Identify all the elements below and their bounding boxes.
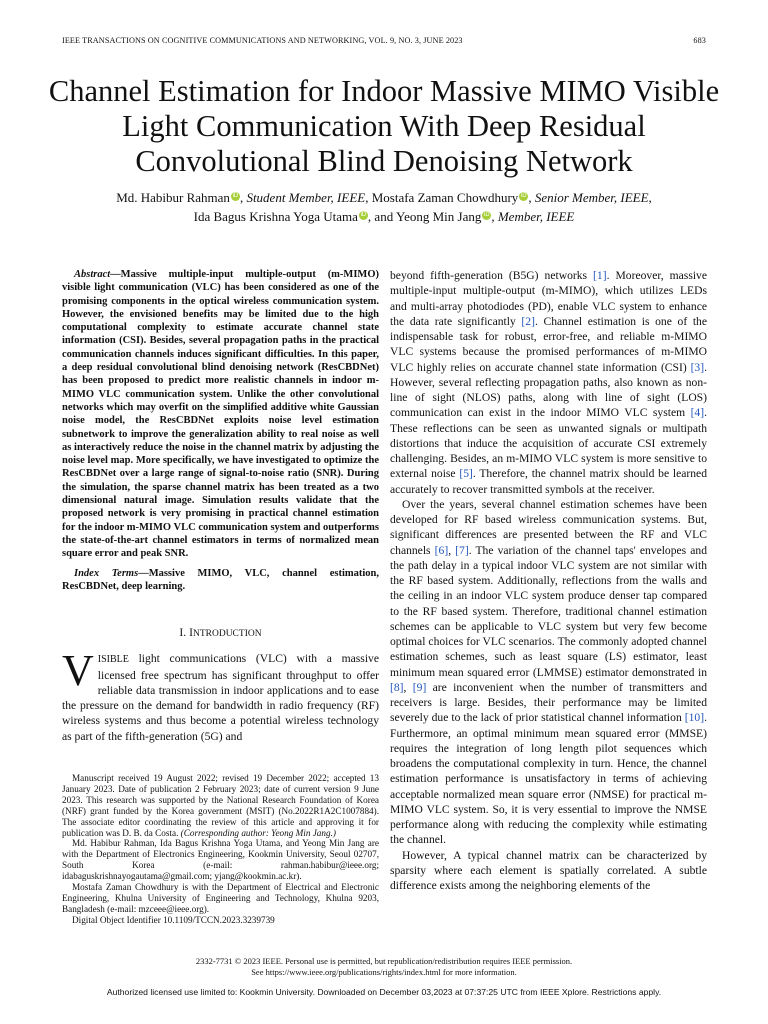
intro-text: light communications (VLC) with a massive licensed free spectrum has significant throughput to offer reliable data transmission in indoor applications and to ease the pressure on the demand for bandwidth in radio frequency (RF) wireless systems and thus become a potential wireless technology as part of the fifth-generation (5G) and: [62, 652, 379, 743]
author-membership: Student Member, IEEE: [246, 190, 366, 205]
intro-smallcaps: ISIBLE: [97, 654, 129, 666]
footnote-received: Manuscript received 19 August 2022; revised 19 December 2022; accepted 13 January 2023. Date of publication 2 February 2023; date of current version 9 June 2023. This research was supported by the National Research Foundation of Korea (NRF) grant funded by the Korea government (MSIT) (No.2022R1A2C1007884). The associate editor coordinating the review of this article and approving it for publication was D. B. da Costa. (Corresponding author: Yeong Min Jang.): [62, 773, 379, 838]
body-paragraph: beyond fifth-generation (B5G) networks [1]. Moreover, massive multiple-input multiple-output (m-MIMO), which utilizes LEDs and multi-array photodiodes (PD), enable VLC system to enhance the data rate significantly [2]. Channel estimation is one of the indispensable task for robust, error-free, and reliable m-MIMO VLC systems because the promised performances of m-MIMO VLC highly relies on accurate channel state information (CSI) [3]. However, several reflecting propagation paths, also known as non-line of sight (NLOS) paths, along with line of sight (LOS) communication can exist in the indoor MIMO VLC system [4]. These reflections can be seen as unwanted signals or multipath distortions that induce the acquisition of accurate CSI extremely challenging. Besides, an m-MIMO VLC system is more sensitive to external noise [5]. Therefore, the channel matrix should be learned accurately to recover transmitted symbols at the receiver.: [390, 269, 707, 496]
citation-link[interactable]: [6]: [434, 543, 449, 557]
drop-cap: V: [62, 646, 94, 696]
copyright-notice: [62, 956, 706, 978]
orcid-icon[interactable]: iD: [484, 212, 490, 218]
citation-link[interactable]: [5]: [459, 467, 473, 481]
citation-link[interactable]: [2]: [521, 314, 535, 328]
author-name: Ida Bagus Krishna Yoga Utama: [193, 209, 358, 224]
intro-paragraph: [62, 646, 379, 744]
running-header: [62, 36, 706, 45]
footnote: [62, 773, 379, 926]
copyright-line: 2332-7731 © 2023 IEEE. Personal use is permitted, but republication/redistribution requires IEEE permission.: [195, 956, 573, 966]
index-terms-label: Index Terms: [74, 567, 139, 579]
section-heading: [62, 625, 379, 642]
citation-link[interactable]: [8]: [390, 680, 404, 694]
license-notice: Authorized licensed use limited to: Kookmin University. Downloaded on December 03,2023 at 07:37:25 UTC from IEEE Xplore. Restrictions apply.: [106, 987, 662, 997]
doi: Digital Object Identifier 10.1109/TCCN.2023.3239739: [72, 914, 275, 925]
right-column: [390, 268, 707, 893]
section-title-first: I: [189, 626, 193, 640]
author-name: Md. Habibur Rahman: [116, 190, 230, 205]
index-terms: Index Terms—Massive MIMO, VLC, channel estimation, ResCBDNet, deep learning.: [62, 567, 379, 592]
orcid-icon[interactable]: iD: [232, 193, 239, 199]
author-joiner: and: [374, 209, 394, 224]
citation-link[interactable]: [1]: [593, 269, 607, 282]
author-membership: Member, IEEE: [497, 209, 575, 224]
author-list: Md. Habibur Rahman iD , Student Member, IEEE, Mostafa Zaman Chowdhury iD , Senior Member, IEEE, Ida Bagus Krishna Yoga Utama iD , and Yeong Min Jang iD , Member, IEEE: [116, 190, 652, 224]
abstract-label: Abstract: [74, 269, 111, 280]
citation-link[interactable]: [4]: [690, 406, 705, 420]
rights-link[interactable]: See https://www.ieee.org/publications/rights/index.html for more information.: [251, 967, 517, 977]
abstract: Abstract—Massive multiple-input multiple-output (m-MIMO) visible light communication (VLC) has been considered as one of the promising components in the optical wireless communication system. However, the envisioned benefits may be limited due to the high computational complexity to estimate accurate channel state information (CSI). Besides, several propagation paths in the practical communication channels induces significant difficulties. In this paper, a deep residual convolutional blind denoising network (ResCBDNet) has been proposed to predict more realistic channels in indoor m-MIMO VLC communication system. Unlike the other convolutional networks which may overfit on the simplified additive white Gaussian noise model, the ResCBDNet exploits noise level estimation subnetwork to improve the generalization ability to real noise as well as interactively reduce the noise in the channel matrix by adjusting the noise level map. More specifically, we have investigated to optimize the ResCBDNet over a large range of signal-to-noise ratio (SNR). During the simulation, the sparse channel matrix has been treated as a two dimensional natural image. Simulation results validate that the proposed network is very promising in practical channel estimation for the indoor m-MIMO VLC communication system and outperforms the state-of-the-art channel estimators in terms of normalized mean square error and peak SNR.: [62, 269, 379, 560]
orcid-icon[interactable]: iD: [520, 193, 527, 199]
paper-title: Channel Estimation for Indoor Massive MIMO Visible Light Communication With Deep Residual Convolutional Blind Denoising Network: [48, 74, 720, 178]
section-title-rest: NTRODUCTION: [192, 629, 262, 640]
author-name: Mostafa Zaman Chowdhury: [371, 190, 519, 205]
author-name: Yeong Min Jang: [395, 209, 482, 224]
footnote-affiliation: Md. Habibur Rahman, Ida Bagus Krishna Yoga Utama, and Yeong Min Jang are with the Department of Electronics Engineering, Kookmin University, Seoul 02707, South Korea (e-mail: rahman.habibur@ieee.org; idabaguskrishnayogautama@gmail.com; yjang@kookmin.ac.kr).: [62, 838, 379, 882]
journal-name: IEEE TRANSACTIONS ON COGNITIVE COMMUNICATIONS AND NETWORKING, VOL. 9, NO. 3, JUNE 2023: [62, 36, 463, 45]
citation-link[interactable]: [3]: [690, 360, 705, 374]
abstract-text: Massive multiple-input multiple-output (m-MIMO) visible light communication (VLC) has been considered as one of the promising components in the optical wireless communication system. However, the envisioned benefits may be limited due to the high computational complexity to estimate accurate channel state information (CSI). Besides, several propagation paths in the practical communication channels induces significant difficulties. In this paper, a deep residual convolutional blind denoising network (ResCBDNet) has been proposed to predict more realistic channels in indoor m-MIMO VLC communication system. Unlike the other convolutional networks which may overfit on the simplified additive white Gaussian noise model, the ResCBDNet exploits noise level estimation subnetwork to improve the generalization ability to real noise as well as interactively reduce the noise in the channel matrix by adjusting the noise level map. More specifically, we have investigated to optimize the ResCBDNet over a large range of signal-to-noise ratio (SNR). During the simulation, the sparse channel matrix has been treated as a two dimensional natural image. Simulation results validate that the proposed network is very promising in practical channel estimation for the indoor m-MIMO VLC communication system and outperforms the state-of-the-art channel estimators in terms of normalized mean square error and peak SNR.: [62, 269, 379, 560]
left-column: [62, 268, 379, 744]
author-membership: Senior Member, IEEE: [534, 190, 649, 205]
index-terms-text: Massive MIMO, VLC, channel estimation, ResCBDNet, deep learning.: [62, 567, 379, 592]
orcid-icon[interactable]: iD: [360, 212, 367, 218]
citation-link[interactable]: [10]: [684, 711, 705, 725]
section-number: I.: [179, 626, 187, 640]
body-paragraph: However, A typical channel matrix can be characterized by sparsity where each element is spatially correlated. A subtle difference exists among the neighboring elements of the: [390, 848, 707, 892]
body-paragraph: Over the years, several channel estimation schemes have been developed for RF based wireless communication systems. But, significant differences are presented between the RF and VLC channels [6], [7]. The variation of the channel taps' envelopes and the path delay in a typical indoor VLC system are not similar with the RF based system. Additionally, reflections from the walls and the ceiling in an indoor VLC system produce denser tap compared to the RF based system. Therefore, traditional channel estimation schemes can be applicable to VLC system but very few become optimal choices for VLC scenarios. The commonly adopted channel estimation schemes, such as least square (LS) estimator, least minimum mean squared error (LMMSE) estimator demonstrated in [8], [9] are inconvenient when the number of transmitters and receivers is large. Besides, their performance may be limited severely due to the lack of prior statistical channel information [10]. Furthermore, an optimal minimum mean squared error (MMSE) requires the integration of long length pilot sequences which broadens the computational complexity in turn. Hence, the channel estimation performance is unsatisfactory in terms of achieving acceptable normalized mean square error (NMSE) for practical m-MIMO VLC system. So, it is very essential to improve the NMSE performance along with reducing the complexity while estimating the channel.: [390, 497, 708, 847]
citation-link[interactable]: [7]: [455, 543, 469, 557]
footnote-affiliation: Mostafa Zaman Chowdhury is with the Department of Electrical and Electronic Engineering, Khulna University of Engineering and Technology, Khulna 9203, Bangladesh (e-mail: mzceee@ieee.org).: [62, 882, 379, 914]
page-number: 683: [693, 36, 706, 45]
citation-link[interactable]: [9]: [412, 680, 427, 694]
corresponding-author: (Corresponding author: Yeong Min Jang.): [180, 827, 336, 838]
